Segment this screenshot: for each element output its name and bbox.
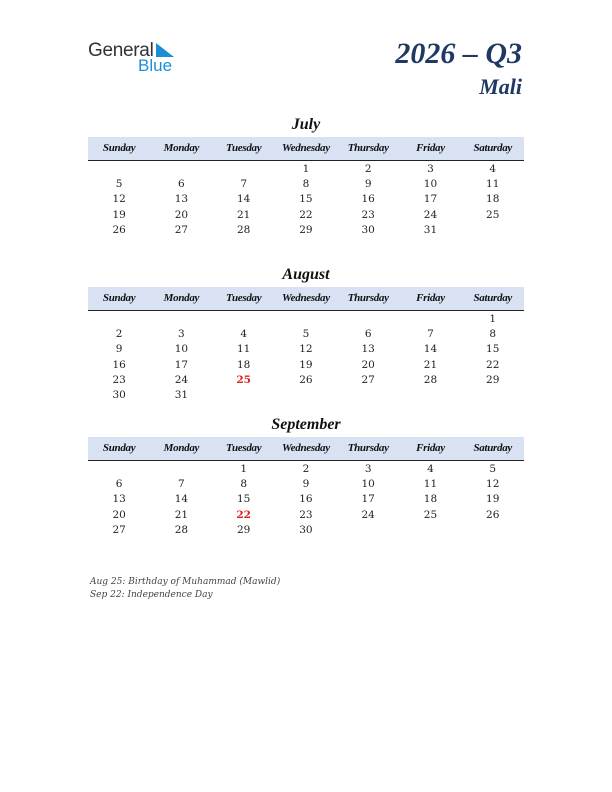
holiday-notes	[90, 576, 280, 602]
week-row	[88, 492, 524, 507]
day-header-row	[88, 437, 524, 461]
day-cell: 5	[115, 178, 123, 191]
day-header: Tuesday	[225, 292, 262, 304]
day-cell: 2	[364, 163, 372, 175]
day-cell: 27	[361, 373, 375, 386]
day-cell: 5	[489, 463, 497, 475]
day-cell: 2	[302, 463, 310, 475]
week-row	[88, 508, 524, 523]
day-header: Monday	[163, 142, 200, 154]
day-cell: 25	[423, 508, 438, 521]
day-header: Saturday	[473, 292, 512, 304]
holiday-note: Aug 25: Birthday of Muhammad (Mawlid)	[90, 577, 281, 587]
day-header: Sunday	[102, 142, 136, 154]
week-row	[88, 388, 524, 403]
day-cell: 19	[112, 208, 126, 221]
week-row	[88, 177, 524, 192]
month-grid	[88, 462, 524, 538]
day-cell: 26	[486, 508, 500, 521]
day-header: Tuesday	[225, 142, 262, 154]
day-cell: 10	[423, 178, 438, 191]
day-cell: 24	[361, 508, 375, 521]
empty-day-cell	[462, 523, 524, 538]
day-cell: 10	[174, 343, 189, 356]
day-cell: 8	[302, 178, 310, 191]
day-cell: 21	[174, 508, 189, 521]
day-header: Thursday	[347, 292, 389, 304]
day-cell: 16	[112, 358, 126, 371]
day-cell: 19	[486, 493, 500, 506]
day-cell: 3	[178, 328, 185, 341]
day-header-row	[88, 287, 524, 311]
empty-day-cell	[88, 462, 150, 477]
day-cell: 14	[236, 193, 251, 206]
day-cell: 27	[174, 223, 189, 236]
day-header: Saturday	[473, 142, 512, 154]
day-header: Wednesday	[282, 292, 330, 304]
empty-day-cell	[213, 162, 275, 177]
week-row	[88, 192, 524, 207]
day-cell: 7	[240, 178, 247, 191]
empty-day-cell	[399, 388, 461, 403]
month-title-july: July	[291, 116, 321, 133]
day-cell: 11	[423, 478, 438, 491]
empty-day-cell	[462, 223, 524, 238]
week-row	[88, 342, 524, 357]
page-title: 2026 – Q3	[395, 37, 522, 70]
day-cell: 29	[299, 223, 313, 236]
day-cell: 21	[423, 358, 438, 371]
day-cell: 23	[299, 508, 313, 521]
day-cell: 31	[174, 388, 189, 401]
day-cell: 13	[174, 193, 189, 206]
day-cell: 30	[112, 388, 126, 401]
day-header: Tuesday	[225, 442, 262, 454]
day-cell: 17	[423, 193, 438, 206]
day-cell: 6	[178, 178, 185, 191]
day-cell: 6	[364, 328, 372, 341]
day-cell: 11	[236, 343, 251, 356]
day-cell: 30	[361, 223, 375, 236]
day-cell: 28	[236, 223, 251, 236]
day-header: Monday	[163, 442, 200, 454]
day-cell: 9	[302, 478, 310, 491]
day-cell: 9	[364, 178, 372, 191]
day-cell: 29	[236, 523, 251, 536]
day-cell: 3	[427, 163, 434, 175]
empty-day-cell	[213, 388, 275, 403]
day-cell: 13	[361, 343, 375, 356]
day-header: Friday	[416, 442, 445, 454]
day-header: Thursday	[347, 442, 389, 454]
day-cell: 8	[240, 478, 247, 491]
day-cell: 29	[486, 373, 500, 386]
day-cell: 16	[361, 193, 375, 206]
day-cell: 27	[112, 523, 126, 536]
day-header: Thursday	[347, 142, 389, 154]
day-cell: 12	[486, 478, 500, 491]
day-cell: 7	[427, 328, 434, 341]
day-cell: 28	[174, 523, 189, 536]
empty-day-cell	[462, 388, 524, 403]
day-cell: 15	[236, 493, 251, 506]
day-cell: 11	[486, 178, 500, 191]
day-cell: 2	[115, 328, 123, 341]
day-cell: 1	[240, 463, 247, 475]
day-header: Sunday	[102, 292, 136, 304]
logo	[88, 40, 188, 78]
day-header: Wednesday	[282, 142, 330, 154]
day-cell: 7	[178, 478, 185, 491]
week-row	[88, 373, 524, 388]
day-header: Wednesday	[282, 442, 330, 454]
day-header-row	[88, 137, 524, 161]
week-row	[88, 162, 524, 177]
holiday-day-cell: 22	[236, 508, 251, 521]
day-cell: 26	[112, 223, 126, 236]
day-cell: 15	[299, 193, 313, 206]
day-header: Friday	[416, 292, 445, 304]
day-header: Saturday	[473, 442, 512, 454]
empty-day-cell	[399, 312, 461, 327]
day-cell: 31	[423, 223, 438, 236]
empty-day-cell	[337, 312, 399, 327]
month-title-august: August	[282, 266, 330, 283]
day-cell: 28	[423, 373, 438, 386]
day-cell: 4	[240, 328, 247, 341]
day-cell: 18	[236, 358, 251, 371]
day-cell: 17	[361, 493, 375, 506]
day-cell: 24	[423, 208, 438, 221]
empty-day-cell	[275, 312, 337, 327]
day-cell: 3	[364, 463, 372, 475]
empty-day-cell	[399, 523, 461, 538]
month-title-september: September	[271, 416, 341, 433]
day-cell: 20	[174, 208, 189, 221]
day-cell: 9	[115, 343, 123, 356]
empty-day-cell	[88, 312, 150, 327]
week-row	[88, 208, 524, 223]
day-cell: 4	[427, 463, 434, 475]
day-cell: 19	[299, 358, 313, 371]
week-row	[88, 358, 524, 373]
week-row	[88, 477, 524, 492]
week-row	[88, 327, 524, 342]
empty-day-cell	[337, 523, 399, 538]
day-cell: 12	[112, 193, 126, 206]
logo-text-general: General	[88, 40, 154, 61]
day-cell: 20	[112, 508, 126, 521]
day-cell: 20	[361, 358, 375, 371]
week-row	[88, 523, 524, 538]
day-cell: 17	[174, 358, 189, 371]
month-grid	[88, 162, 524, 238]
day-cell: 6	[115, 478, 123, 491]
week-row	[88, 462, 524, 477]
empty-day-cell	[150, 462, 212, 477]
day-cell: 18	[423, 493, 438, 506]
day-cell: 22	[299, 208, 313, 221]
empty-day-cell	[337, 388, 399, 403]
empty-day-cell	[275, 388, 337, 403]
empty-day-cell	[150, 162, 212, 177]
day-cell: 25	[486, 208, 500, 221]
logo-text-blue: Blue	[138, 56, 173, 75]
day-cell: 8	[489, 328, 497, 341]
day-cell: 26	[299, 373, 313, 386]
week-row	[88, 223, 524, 238]
day-cell: 30	[299, 523, 313, 536]
month-grid	[88, 312, 524, 403]
day-cell: 23	[112, 373, 126, 386]
empty-day-cell	[88, 162, 150, 177]
day-cell: 1	[302, 163, 310, 175]
empty-day-cell	[150, 312, 212, 327]
day-cell: 4	[489, 163, 497, 175]
day-cell: 14	[174, 493, 189, 506]
day-cell: 21	[236, 208, 251, 221]
day-cell: 16	[299, 493, 313, 506]
day-cell: 12	[299, 343, 313, 356]
day-cell: 22	[486, 358, 500, 371]
holiday-day-cell: 25	[236, 373, 251, 386]
day-cell: 5	[302, 328, 310, 341]
holiday-note: Sep 22: Independence Day	[90, 590, 213, 600]
day-header: Monday	[163, 292, 200, 304]
country-name: Mali	[479, 74, 522, 99]
day-cell: 23	[361, 208, 375, 221]
day-header: Sunday	[102, 442, 136, 454]
day-cell: 15	[486, 343, 500, 356]
week-row	[88, 312, 524, 327]
day-cell: 1	[489, 313, 497, 325]
empty-day-cell	[213, 312, 275, 327]
day-cell: 18	[486, 193, 500, 206]
day-cell: 14	[423, 343, 438, 356]
day-cell: 13	[112, 493, 126, 506]
day-cell: 24	[174, 373, 189, 386]
day-cell: 10	[361, 478, 375, 491]
day-header: Friday	[416, 142, 445, 154]
